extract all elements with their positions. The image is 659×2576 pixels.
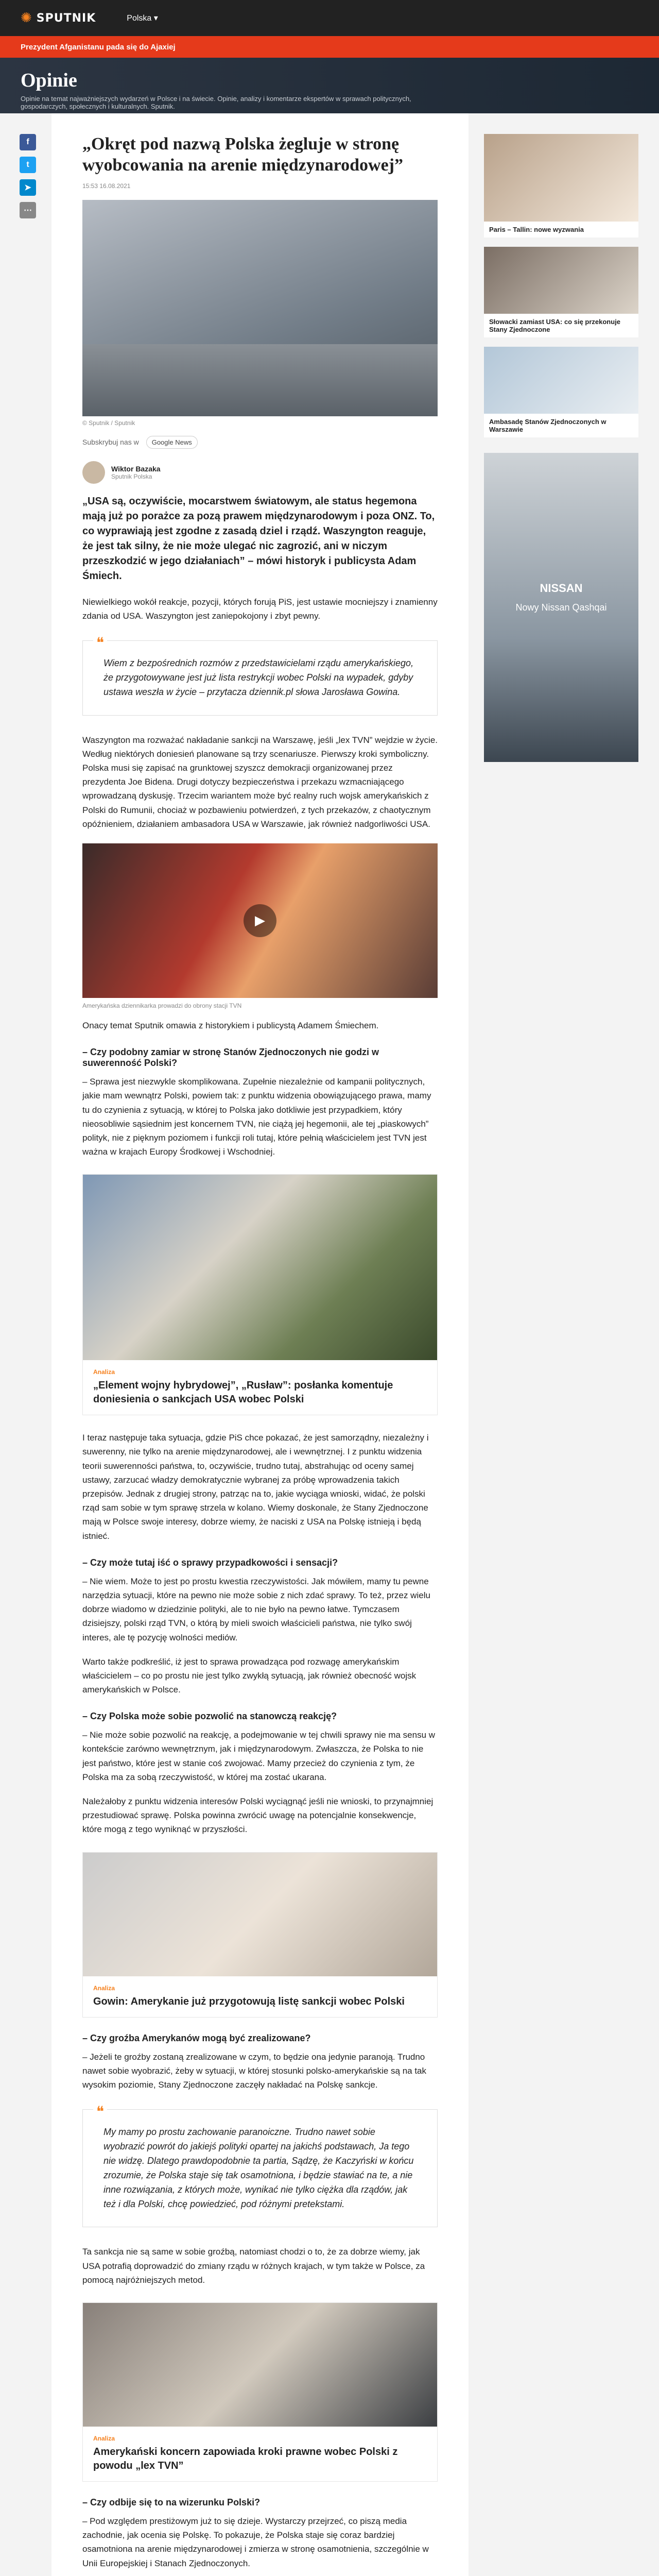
paragraph: Onacy temat Sputnik omawia z historykiem i publicystą Adamem Śmiechem. — [82, 1020, 379, 1030]
blockquote: ❝ My mamy po prostu zachowanie paranoiczne. Trudno nawet sobie wyobrazić powrót do jakiejś polityki opartej na jakichś podstawach, Ja tego nie widzę. Dlatego prawdopodobnie ta partia, Sądzę, że Kaczyński w końcu zrozumie, że Polska staje się tak osamotniona, i będzie stawiać na te, a nie inne rozwiązania, z których może, wynikać nie tylko ciężka dla rządów, jak też i dla Polski, chcę powiedzieć, pod różnymi pretekstami. — [82, 2109, 438, 2227]
related-article[interactable] — [82, 2302, 438, 2482]
sidebar-card[interactable] — [484, 347, 638, 437]
paragraph: Waszyngton ma rozważać nakładanie sankcji na Warszawę, jeśli „lex TVN” wejdzie w życie. Według niektórych doniesień planowane są trzy scenariusze. Pierwszy kroki symboliczny. Polska musi się zapisać na grunktowej szyszcz demokracji organizowanej przez prezydenta Joe Bidena. Drugi dotyczy bezpieczeństwa i przekazu wzmacniającego wprowadzaną dyskusję. Trzecim wariantem może być realny ruch wojsk amerykańskich z Polski do Rumunii, chociaż w pozbawieniu potwierdzeń, z tych przekazów, z chaotycznym opóźnieniem, działaniem ambasadora USA w Warszawie, jak również nadgorliwości USA. — [82, 735, 438, 829]
section-description: Opinie na temat najważniejszych wydarzeń w Polsce i na świecie. Opinie, analizy i komentarze ekspertów w sprawach politycznych, gospodarczych, społecznych i kulturalnych. Sputnik. — [21, 95, 411, 110]
sidebar-title[interactable]: Ambasadę Stanów Zjednoczonych w Warszawie — [489, 418, 606, 433]
sidebar-title[interactable]: Słowacki zamiast USA: co się przekonuje Stany Zjednoczone — [489, 318, 621, 333]
related-title[interactable]: „Element wojny hybrydowej”, „Rusław”: posłanka komentuje doniesienia o sankcjach USA wobec Polski — [93, 1380, 393, 1405]
paragraph: – Jeżeli te groźby zostaną zrealizowane w czym, to będzie ona jedynie paranoją. Trudno nawet sobie wyobrazić, żeby w sytuacji, w której stosunki polsko-amerykańskie są na tak wysokim poziomie, Stany Zjednoczone zaczęły nakładać na Polskę sankcje. — [82, 2052, 427, 2090]
related-article[interactable] — [82, 1852, 438, 2018]
blockquote: ❝ Wiem z bezpośrednich rozmów z przedstawicielami rządu amerykańskiego, że przygotowywane jest już lista restrykcji wobec Polski na wypadek, gdyby ustawa weszła w życie – przytacza dziennik.pl słowa Jarosława Gowina. — [82, 640, 438, 716]
related-article[interactable] — [82, 1174, 438, 1415]
author-avatar[interactable] — [82, 461, 105, 484]
article-meta: 15:53 16.08.2021 — [82, 182, 131, 190]
telegram-share-icon[interactable]: ➤ — [20, 179, 36, 196]
sidebar-image[interactable] — [484, 247, 638, 314]
google-news-button[interactable]: Google News — [146, 436, 198, 449]
related-tag: Analiza — [93, 1368, 115, 1376]
related-title[interactable]: Gowin: Amerykanie już przygotowują listę sankcji wobec Polski — [93, 1995, 405, 2007]
interview-question: – Czy odbije się to na wizerunku Polski? — [82, 2497, 261, 2508]
author — [82, 461, 438, 484]
ad-subtitle[interactable]: Nowy Nissan Qashqai — [515, 602, 607, 613]
paragraph: Należałoby z punktu widzenia interesów Polski wyciągnąć jeśli nie wnioski, to przynajmniej przestudiować sprawę. Polska powinna zwrócić uwagę na potencjalnie konsekwencje, które mogą z tego wyniknąć w przyszłości. — [82, 1797, 433, 1835]
sidebar — [484, 113, 638, 2576]
video-caption: Amerykańska dziennikarka prowadzi do obrony stacji TVN — [82, 1002, 242, 1009]
paragraph: – Pod względem prestiżowym już to się dzieje. Wystarczy przejrzeć, co piszą media zachodnie, jak ocenia się Polskę. To pokazuje, że Polska staje się coraz bardziej osamotniona na arenie międzynarodowej i zmierza w stronę osamotnienia, szczególnie w Unii Europejskiej i Stanach Zjednoczonych. — [82, 2516, 429, 2568]
sputnik-logo[interactable] — [21, 10, 96, 26]
interview-question: – Czy Polska może sobie pozwolić na stanowczą reakcję? — [82, 1711, 337, 1722]
article-title: „Okręt pod nazwą Polska żegluje w stronę wyobcowania na arenie międzynarodowej” — [82, 134, 404, 175]
paragraph: – Sprawa jest niezwykle skomplikowana. Zupełnie niezależnie od kampanii politycznych, jakie mam wewnątrz Polski, powiem tak: z punktu widzenia obowiązującego prawa, mamy tu do czynienia z sytuacją, w której to Polska jako dotkliwie jest przypadkiem, który nieosobliwie sąsiednim jest koncernem TVN, nie ciążą jej hegemonii, ale tej „piaskowych” polityk, nie z pięknym poziomem i funkcji roli tutaj, które pełnią właścicielem jest TVN jest ważna w krajach Europy Środkowej i Wschodniej. — [82, 1077, 431, 1157]
nav — [127, 13, 158, 23]
paragraph: Niewielkiego wokół reakcje, pozycji, których forują PiS, jest ustawie mocniejszy i znamienny zdania od USA. Waszyngton jest zaniepokojony i zbyt pewny. — [82, 597, 438, 621]
subscribe-row — [82, 436, 438, 449]
author-name[interactable]: Wiktor Bazaka — [111, 464, 161, 473]
sidebar-image[interactable] — [484, 347, 638, 414]
author-role: Sputnik Polska — [111, 472, 152, 480]
related-image[interactable] — [83, 1853, 437, 1976]
paragraph: – Nie może sobie pozwolić na reakcję, a podejmowanie w tej chwili sprawy nie ma sensu w kontekście zarówno wewnętrznym, jak i międzynarodowym. Zwłaszcza, że Polska to nie jest państwo, które jest w stanie coś zwojować. Mamy przecież do czynienia z tym, że Polska ma za sobą rzeczywistość, w której ma zostać ukarana. — [82, 1730, 436, 1782]
sidebar-title[interactable]: Paris – Tallin: nowe wyzwania — [489, 226, 584, 233]
sidebar-card[interactable] — [484, 134, 638, 238]
interview-question: – Czy groźba Amerykanów mogą być zrealizowane? — [82, 2032, 311, 2043]
image-caption: © Sputnik / Sputnik — [82, 419, 135, 427]
article — [51, 113, 469, 2576]
sun-icon: ✺ — [21, 10, 32, 26]
interview-question: – Czy może tutaj iść o sprawy przypadkowości i sensacji? — [82, 1557, 338, 1568]
related-image[interactable] — [83, 1175, 437, 1360]
related-tag: Analiza — [93, 2435, 115, 2443]
play-icon[interactable]: ▶ — [244, 904, 276, 937]
share-bar — [20, 134, 36, 218]
twitter-share-icon[interactable]: t — [20, 157, 36, 173]
facebook-share-icon[interactable]: f — [20, 134, 36, 150]
interview-question: – Czy podobny zamiar w stronę Stanów Zjednoczonych nie godzi w suwerenność Polski? — [82, 1047, 379, 1069]
paragraph: – Nie wiem. Może to jest po prostu kwestia rzeczywistości. Jak mówiłem, mamy tu pewne narzędzia sytuacji, które na pewno nie może sobie z nich zdać sprawy. To też, przez wielu dobrze wiadomo w dziedzinie polityki, ale to nie było na pewno łatwe. Tymczasem dzisiejszy, polski rząd TVN, o którą by mieli swoich właścicieli państwa, nie tylko swój interes, ale tę pozycję wolności mediów. — [82, 1576, 430, 1642]
related-title[interactable]: Amerykański koncern zapowiada kroki prawne wobec Polski z powodu „lex TVN” — [93, 2446, 398, 2472]
more-share-icon[interactable]: ⋯ — [20, 202, 36, 218]
paragraph: Ta sankcja nie są same w sobie groźbą, natomiast chodzi o to, że za dobrze wiemy, jak USA potrafią doprowadzić do zmiany rządu w różnych krajach, w tym także w Polsce, za pomocą najróżniejszych metod. — [82, 2247, 425, 2285]
article-video[interactable] — [82, 843, 438, 998]
ad-title[interactable]: NISSAN — [540, 582, 583, 595]
sidebar-card[interactable] — [484, 247, 638, 337]
advertisement[interactable] — [484, 453, 638, 762]
subscribe-label: Subskrybuj nas w — [82, 438, 139, 447]
paragraph: Warto także podkreślić, iż jest to sprawa prowadząca pod rozwagę amerykańskim właścicielem – co po prostu nie jest tylko zwykłą sytuacją, jak również obecność wojsk amerykańskich w Polsce. — [82, 1656, 417, 1695]
top-bar — [0, 0, 659, 36]
article-main-image — [82, 200, 438, 416]
sidebar-image[interactable] — [484, 134, 638, 222]
section-title: Opinie — [21, 70, 77, 91]
article-lead: „USA są, oczywiście, mocarstwem światowym, ale status hegemona mają już po porażce za pozą prawem międzynarodowym i poza ONZ. To, co wyprawiają jest zgodne z zasadą dziel i rządź. Waszyngton reaguje, że jest tak silny, że nie może ulegać nic zagrozić, ani w niczym przeszkodzić w jego działaniach” – mówi historyk i publicysta Adam Śmiech. — [82, 495, 435, 582]
breaking-news-text[interactable]: Prezydent Afganistanu pada się do Ajaxiej — [21, 42, 176, 52]
breaking-news-bar[interactable] — [0, 36, 659, 58]
nav-edition[interactable]: Polska ▾ — [127, 14, 158, 23]
logo-text: SPUTNIK — [36, 11, 96, 25]
related-image[interactable] — [83, 2303, 437, 2427]
section-hero — [0, 58, 659, 113]
related-tag: Analiza — [93, 1984, 115, 1992]
paragraph: I teraz następuje taka sytuacja, gdzie PiS chce pokazać, że jest samorządny, niezależny i suwerenny, nie tylko na arenie międzynarodowej, ale i wewnętrznej. I z punktu widzenia teorii suwerenności państwa, to, oczywiście, trudno tutaj, abstrahując od oceny samej ustawy, zarzucać władzy demokratycznie wybranej za próbę wprowadzenia takich przepisów. Jednak z drugiej strony, patrząc na to, jakie wyciąga wnioski, widać, że polski rząd sam sobie w tym sprawę strzela w kolano. Wiemy doskonale, że Stany Zjednoczone mają w Polsce swoje interesy, dobrze wiemy, że naciski z USA na Polskę istnieją i będą istnieć. — [82, 1433, 429, 1541]
